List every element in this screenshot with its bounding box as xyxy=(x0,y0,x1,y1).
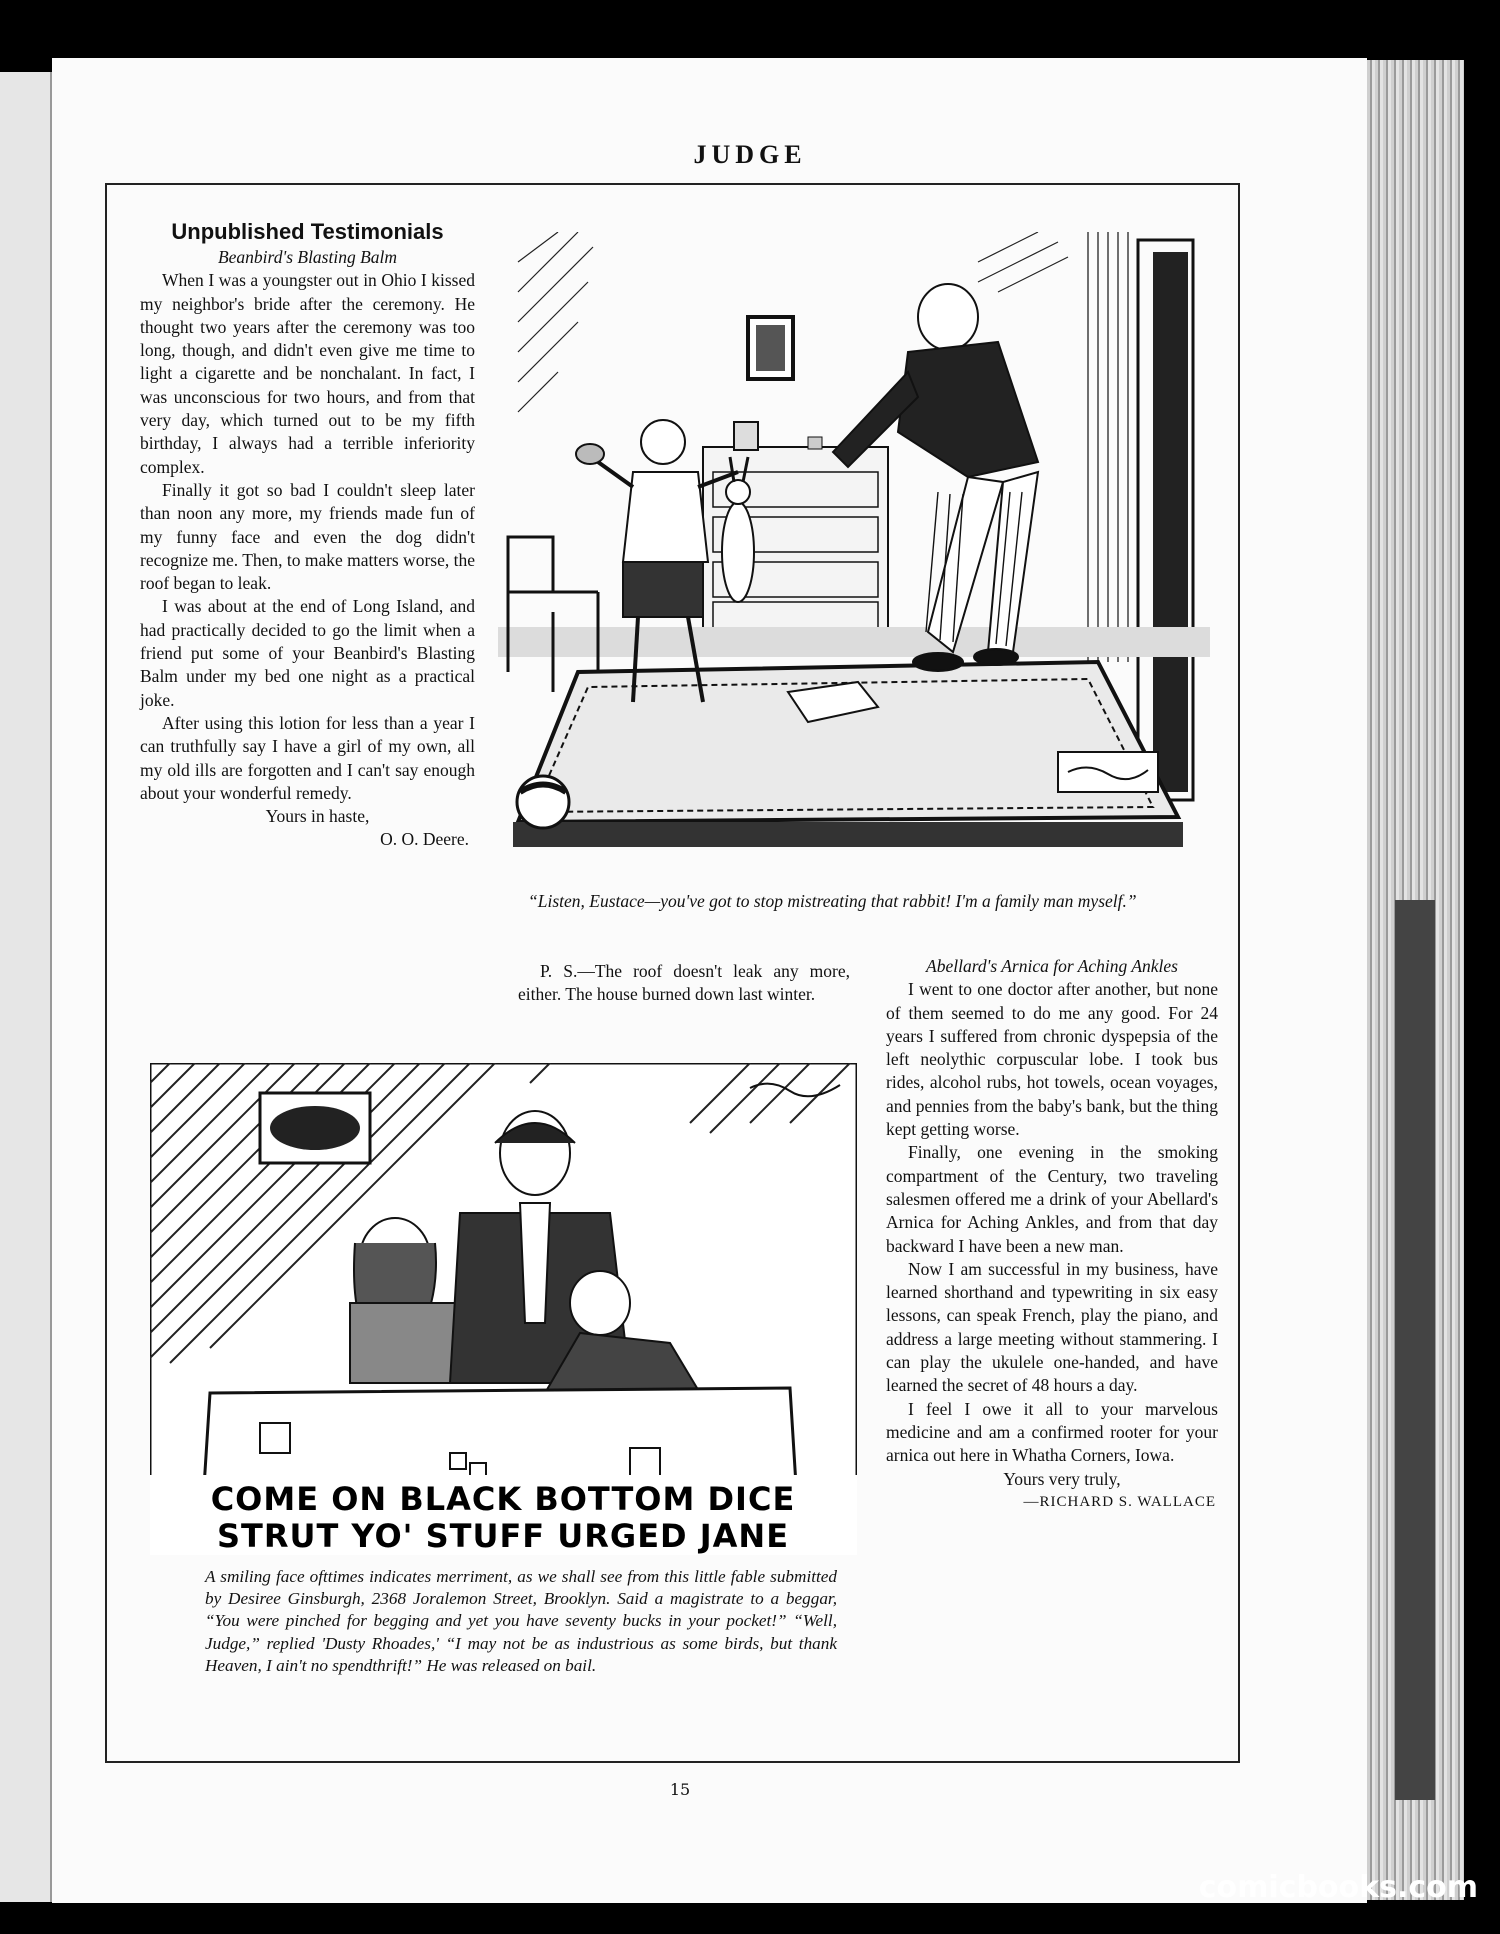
paragraph: Finally, one evening in the smoking compartment of the Century, two traveling salesmen offered me a drink of your Abellard's Arnica for Aching Ankles, and from that day backward I have been a new man. xyxy=(886,1142,1218,1256)
closing: Yours very truly, xyxy=(1003,1468,1121,1489)
paragraph: I was about at the end of Long Island, and had practically decided to go the limit when a friend put some of your Beanbird's Blasting Balm under my bed one night as a practical joke. xyxy=(140,596,475,710)
closing: Yours in haste, xyxy=(265,806,370,827)
paragraph: Finally it got so bad I couldn't sleep later than noon any more, my friends made fun of my funny face and even the dog didn't recognize me. Then, to make matters worse, the roof began to leak. xyxy=(140,479,475,594)
magazine-header: JUDGE xyxy=(693,140,807,169)
paragraph: When I was a youngster out in Ohio I kissed my neighbor's bride after the ceremony. He thought two years after the ceremony was too long, though, and didn't even give me time to light a cigarette and be nonchalant. In fact, I was unconscious for two hours, and from that very day, which turned out to be my fifth birthday, I always had a terrible inferiority complex. xyxy=(140,270,475,477)
postscript-column xyxy=(518,960,850,1007)
testimonial-subtitle: Abellard's Arnica for Aching Ankles xyxy=(926,956,1178,976)
fable-caption: A smiling face ofttimes indicates merriment, as we shall see from this little fable submitted by Desiree Ginsburgh, 2368 Joralemon Street, Brooklyn. Said a magistrate to a beggar, “You were pinched for begging and yet you have seventy bucks in your pocket!” “Well, Judge,” replied 'Dusty Rhoades,' “I may not be as industrious as some birds, but thank Heaven, I ain't no spendthrift!” He was released on bail. xyxy=(205,1567,837,1675)
right-column xyxy=(886,955,1218,1514)
left-page-edge xyxy=(0,72,52,1902)
banner-line-1: COME ON BLACK BOTTOM DICE xyxy=(210,1480,796,1518)
paragraph: After using this lotion for less than a year I can truthfully say I have a girl of my own, all my old ills are forgotten and I can't say enough about your wonderful remedy. xyxy=(140,712,475,803)
postscript-text: P. S.—The roof doesn't leak any more, either. The house burned down last winter. xyxy=(518,961,850,1005)
signature: O. O. Deere. xyxy=(380,829,469,850)
page-stack-shadow xyxy=(1395,900,1435,1800)
page-number: 15 xyxy=(669,1780,691,1799)
paragraph: I feel I owe it all to your marvelous medicine and am a confirmed rooter for your arnica out here in Whatha Corners, Iowa. xyxy=(886,1398,1218,1466)
cartoon-caption: “Listen, Eustace—you've got to stop mistreating that rabbit! I'm a family man myself.” xyxy=(528,891,1137,911)
die xyxy=(450,1453,466,1469)
signature: —RICHARD S. WALLACE xyxy=(1023,1493,1216,1510)
banner-line-2: STRUT YO' STUFF URGED JANE xyxy=(216,1517,790,1555)
dice-banner xyxy=(150,1475,857,1555)
testimonial-subtitle: Beanbird's Blasting Balm xyxy=(217,247,398,267)
paragraph: Now I am successful in my business, have learned shorthand and typewriting in six easy lessons, can speak French, play the piano, and address a large meeting without stammering. I can play the ukulele one-handed, and have learned the secret of 48 hours a day. xyxy=(886,1258,1218,1396)
watermark: comicbooks.com xyxy=(1198,1870,1478,1905)
left-column xyxy=(140,218,475,852)
article-title: Unpublished Testimonials xyxy=(171,219,444,244)
cartoon-illustration-room xyxy=(498,232,1210,872)
paragraph: I went to one doctor after another, but none of them seemed to do me any good. For 24 years I suffered from chronic dyspepsia of the left neolythic corpuscular lobe. I took bus rides, alcohol rubs, hot towels, ocean voyages, and pennies from the baby's bank, but the thing kept getting worse. xyxy=(886,979,1218,1140)
